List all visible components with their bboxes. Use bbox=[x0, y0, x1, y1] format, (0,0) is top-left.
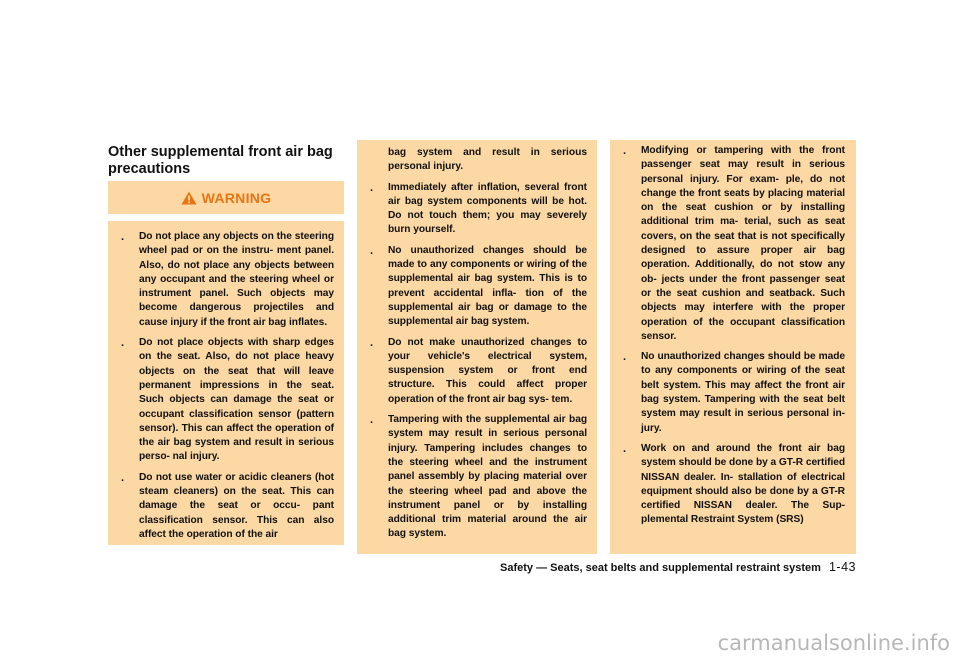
list-item: . Do not use water or acidic cleaners (hot steam cleaners) on the seat. This can damage the seat or occu- pant classification sensor. This can also affect the operation of the air bbox=[121, 471, 334, 540]
list-item: . Do not place objects with sharp edges on the seat. Also, do not place heavy objects on the seat that will leave permanent impressions in the seat. Such objects can damage the seat or occupant classification sensor (pattern sensor). This can affect the operation of the air bag system and result in serious perso- nal injury. bbox=[121, 337, 334, 463]
warning-list bbox=[610, 140, 856, 528]
warning-panel-continued bbox=[357, 140, 597, 554]
footer-section-title: Safety — Seats, seat belts and supplemental restraint system bbox=[500, 562, 821, 574]
section-heading: Other supplemental front air bag precautions bbox=[108, 144, 333, 177]
warning-panel bbox=[108, 181, 344, 545]
continuation-text: bag system and result in serious personal injury. bbox=[388, 147, 587, 173]
warning-label: WARNING bbox=[201, 190, 272, 206]
warning-header bbox=[108, 181, 344, 214]
page-number: 1-43 bbox=[828, 560, 856, 574]
watermark: carmanualsonline.info bbox=[717, 631, 950, 655]
list-item: . Work on and around the front air bag system should be done by a GT-R certified NISSAN dealer. In- stallation of electrical equipment should also be done by a GT-R certified NISSAN dealer. The Sup- plemental Restraint System (SRS) bbox=[623, 442, 846, 526]
list-item: . No unauthorized changes should be made to any components or wiring of the supplemental air bag system. This is to prevent accidental infla- tion of the supplemental air bag or damage to the supplemental air bag system. bbox=[370, 244, 587, 328]
warning-panel-continued bbox=[610, 140, 856, 554]
warning-divider bbox=[108, 214, 344, 221]
list-item: . Modifying or tampering with the front passenger seat may result in serious personal injury. For exam- ple, do not change the front seats by placing material on the seat cushion or by installing additional trim ma- terial, such as seat covers, on the seat that is not specifically designed to assure proper air bag operation. Additionally, do not stow any ob- jects under the front passenger seat or the seat cushion and seatback. Such objects may interfere with the proper operation of the occupant classification sensor. bbox=[623, 145, 845, 342]
list-item: . Tampering with the supplemental air bag system may result in serious personal injury. Tampering includes changes to the steering wheel and the instrument panel assembly by placing material over the steering wheel pad and above the instrument panel or by installing additional trim material around the air bag system. bbox=[370, 414, 587, 540]
list-item: . Do not make unauthorized changes to your vehicle's electrical system, suspension system or front end structure. This could affect proper operation of the front air bag sys- tem. bbox=[370, 336, 587, 405]
list-item: . Do not place any objects on the steering wheel pad or on the instru- ment panel. Also, do not place any objects between any occupant and the steering wheel or instrument panel. Such objects may become dangerous projectiles and cause injury if the front air bag inflates. bbox=[121, 231, 334, 328]
warning-triangle-icon bbox=[181, 191, 197, 205]
warning-list bbox=[108, 221, 344, 542]
warning-list bbox=[357, 181, 597, 542]
list-item: . Immediately after inflation, several front air bag system components will be hot. Do not touch them; you may severely burn yourself. bbox=[370, 181, 587, 236]
list-item: . No unauthorized changes should be made to any components or wiring of the seat belt system. This may affect the front air bag system. Tampering with the seat belt system may result in serious personal in- jury. bbox=[623, 351, 845, 434]
page-footer bbox=[500, 560, 856, 574]
